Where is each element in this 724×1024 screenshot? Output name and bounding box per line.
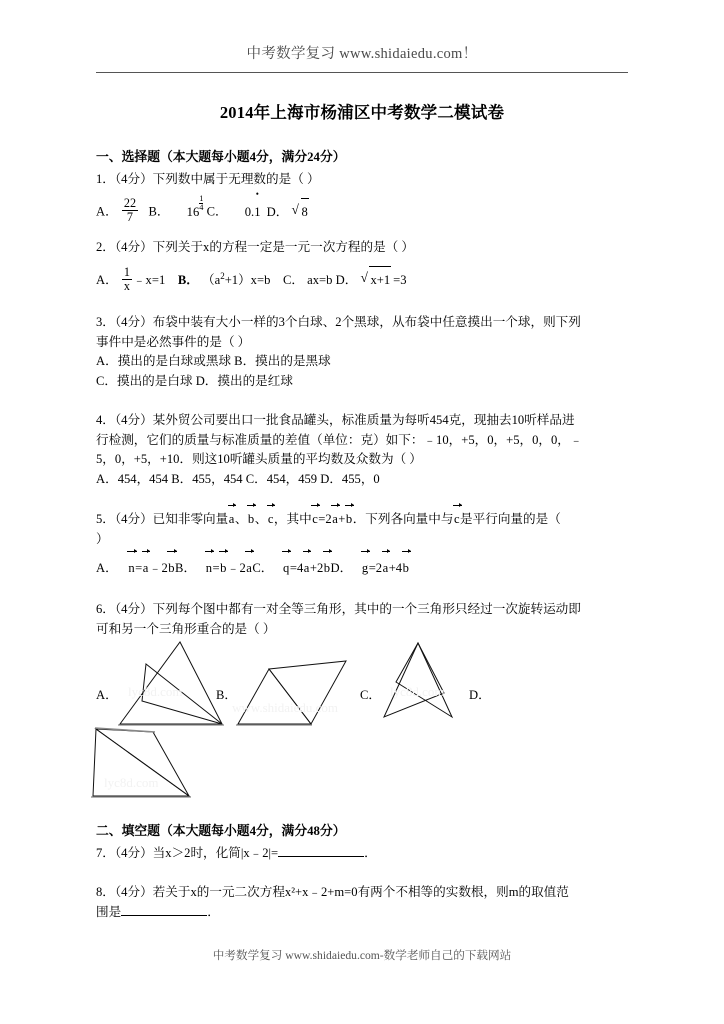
question-8-stem-line-2 bbox=[96, 903, 636, 923]
q8-number: 8． bbox=[96, 885, 115, 900]
page-header: 中考数学复习 www.shidaiedu.com！ bbox=[246, 46, 478, 62]
q1-option-a-value: $\frac{22}{7}$ bbox=[123, 196, 137, 225]
q5-points: （4分） bbox=[114, 512, 153, 527]
question-7-stem bbox=[96, 844, 636, 864]
q1-option-d-value: √ 8 bbox=[292, 198, 311, 225]
q2-option-a-rest: ﹣x=1 bbox=[132, 273, 166, 288]
q6-figure-b-label: B． bbox=[216, 688, 237, 703]
q2-text: 下列关于x的方程一定是一元一次方程的是（ ） bbox=[152, 239, 414, 254]
q5-vector-c: c bbox=[268, 509, 274, 530]
q5-text-post: ．下列各向量中与 bbox=[352, 512, 454, 527]
q5-option-d-value: g=2a+4b bbox=[361, 561, 409, 575]
question-8-stem-line-1 bbox=[96, 883, 636, 903]
question-4-options: A．454，454 B．455，454 C．454，459 D．455，0 bbox=[96, 471, 380, 486]
watermark-2: www.shidaiedu.com bbox=[232, 700, 339, 715]
q2-option-a-label: A． bbox=[96, 273, 118, 288]
q8-points: （4分） bbox=[114, 885, 153, 900]
question-2-options: A． $\frac{1}{x}$ ﹣x=1 B． $(a^2+1)x=b$ C． ax=b D． √ x+1 =3 bbox=[96, 263, 636, 293]
question-5-stem-line-2: ） bbox=[96, 531, 109, 546]
watermark-4: lyc8d.com bbox=[104, 775, 159, 790]
q1-points: （4分） bbox=[114, 171, 153, 186]
q7-number: 7． bbox=[96, 845, 115, 860]
q1-option-c-label: C． bbox=[206, 204, 228, 219]
q5-option-d-label: D． bbox=[330, 561, 353, 576]
q6-figure-c bbox=[382, 635, 512, 735]
q1-option-c-value: 0.• 1 bbox=[245, 205, 261, 219]
watermark-3: lyc8d.com bbox=[390, 684, 445, 699]
watermark-1: lyc8d.com bbox=[128, 684, 183, 699]
q6-text-1: 下列每个图中都有一对全等三角形，其中的一个三角形只经过一次旋转运动即 bbox=[152, 602, 581, 617]
q5-text-pre: 已知非零向量 bbox=[152, 512, 229, 527]
q6-figure-c-label: C． bbox=[360, 688, 381, 703]
section-heading-fill: 二、填空题（本大题每小题4分，满分48分） bbox=[96, 824, 346, 839]
q7-period: ． bbox=[364, 845, 377, 860]
question-3-options-line-1: A．摸出的是白球或黑球 B．摸出的是黑球 bbox=[96, 354, 331, 369]
q5-text-tail: 是平行向量的是（ bbox=[460, 512, 561, 527]
q1-option-b-value: 16 $\frac{1}{4}$ bbox=[186, 194, 204, 219]
q2-number: 2． bbox=[96, 239, 115, 254]
question-3-options-line-2: C．摸出的是白球 D．摸出的是红球 bbox=[96, 373, 293, 388]
q6-number: 6． bbox=[96, 602, 115, 617]
question-6-stem-line-2: 可和另一个三角形重合的是（ ） bbox=[96, 621, 276, 636]
q2-option-c-value: ax=b bbox=[307, 273, 333, 288]
q6-points: （4分） bbox=[114, 602, 153, 617]
q2-option-d-label: D． bbox=[335, 273, 358, 288]
question-3-stem-line-1 bbox=[96, 313, 636, 333]
q1-option-d-label: D． bbox=[266, 204, 289, 219]
q5-vector-a: a bbox=[229, 509, 235, 530]
q1-text: 下列数中属于无理数的是（ ） bbox=[152, 171, 320, 186]
q2-points: （4分） bbox=[114, 239, 153, 254]
exam-body bbox=[96, 148, 636, 922]
q1-number: 1． bbox=[96, 171, 115, 186]
q6-figure-a-label: A． bbox=[96, 688, 118, 703]
header-divider bbox=[96, 72, 628, 73]
q5-option-b-label: B． bbox=[175, 561, 197, 576]
q5-vector-b: b bbox=[248, 509, 254, 530]
q5-option-c-value: q=4a+2b bbox=[283, 561, 331, 575]
question-3-stem-line-2: 事件中是必然事件的是（ ） bbox=[96, 334, 251, 349]
q5-eq-a: a bbox=[332, 509, 338, 530]
question-5-stem-line-1: 5．（4分）已知非零向量a、b、c，其中c=2a+b．下列各向量中与c是平行向量的是（ bbox=[96, 509, 636, 530]
question-4-stem-line-1 bbox=[96, 411, 636, 431]
q8-text-2: 围是 bbox=[96, 904, 122, 919]
q3-number: 3． bbox=[96, 315, 115, 330]
q5-tail-vector-c: c bbox=[454, 509, 460, 530]
q5-eq-b: b bbox=[346, 509, 352, 530]
q7-text: 当x＞2时，化简|x﹣2|= bbox=[152, 845, 279, 860]
question-4-stem-line-2: 行检测，它们的质量与标准质量的差值（单位：克）如下：﹣10，+5，0，+5，0，0，﹣ bbox=[96, 432, 583, 447]
page-footer: 中考数学复习 www.shidaiedu.com-数学老师自己的下载网站 bbox=[212, 949, 512, 962]
question-4-stem-line-3: 5，0，+5，+10．则这10听罐头质量的平均数及众数为（ ） bbox=[96, 452, 422, 467]
q7-points: （4分） bbox=[114, 845, 153, 860]
q1-option-b-label: B． bbox=[148, 204, 170, 219]
q8-text-1: 若关于x的一元二次方程x²+x﹣2+m=0有两个不相等的实数根，则m的取值范 bbox=[152, 885, 569, 900]
q5-option-a-value: n=a﹣2b bbox=[128, 561, 175, 575]
q2-option-b-value: $(a^2+1)x=b$ bbox=[202, 271, 271, 288]
q4-points: （4分） bbox=[114, 413, 153, 428]
q8-period: ． bbox=[207, 904, 220, 919]
q6-figure-d bbox=[91, 724, 281, 804]
question-1-options bbox=[96, 195, 636, 225]
q5-option-b-value: n=b﹣2a bbox=[205, 561, 252, 575]
q6-figure-d-label: D． bbox=[469, 688, 491, 703]
q5-text-mid: ，其中 bbox=[273, 512, 312, 527]
q5-eq-c: c bbox=[312, 509, 318, 530]
q2-option-c-label: C． bbox=[282, 273, 304, 288]
q3-points: （4分） bbox=[114, 315, 153, 330]
question-6-stem-line-1 bbox=[96, 600, 636, 620]
q8-answer-blank[interactable] bbox=[121, 915, 207, 916]
q1-option-a-label: A． bbox=[96, 204, 118, 219]
q2-option-d-value: √ x+1 bbox=[360, 266, 393, 293]
q4-text-1: 某外贸公司要出口一批食品罐头，标准质量为每听454克，现抽去10听样品进 bbox=[152, 413, 575, 428]
q5-option-a-label: A． bbox=[96, 561, 118, 576]
question-6-figures bbox=[96, 639, 636, 809]
q5-option-c-label: C． bbox=[252, 561, 274, 576]
q4-number: 4． bbox=[96, 413, 115, 428]
section-heading-choice: 一、选择题（本大题每小题4分，满分24分） bbox=[96, 150, 346, 164]
question-5-options bbox=[96, 555, 636, 580]
question-2-stem bbox=[96, 238, 636, 258]
q2-option-a-frac: $\frac{1}{x}$ bbox=[123, 264, 130, 293]
question-1-stem bbox=[96, 170, 636, 190]
q3-text-1: 布袋中装有大小一样的3个白球、2个黑球，从布袋中任意摸出一个球，则下列 bbox=[152, 315, 581, 330]
page-title: 2014年上海市杨浦区中考数学二模试卷 bbox=[219, 103, 505, 122]
q5-number: 5． bbox=[96, 512, 115, 527]
q7-answer-blank[interactable] bbox=[278, 856, 364, 857]
q2-option-b-label: B． bbox=[177, 273, 199, 288]
